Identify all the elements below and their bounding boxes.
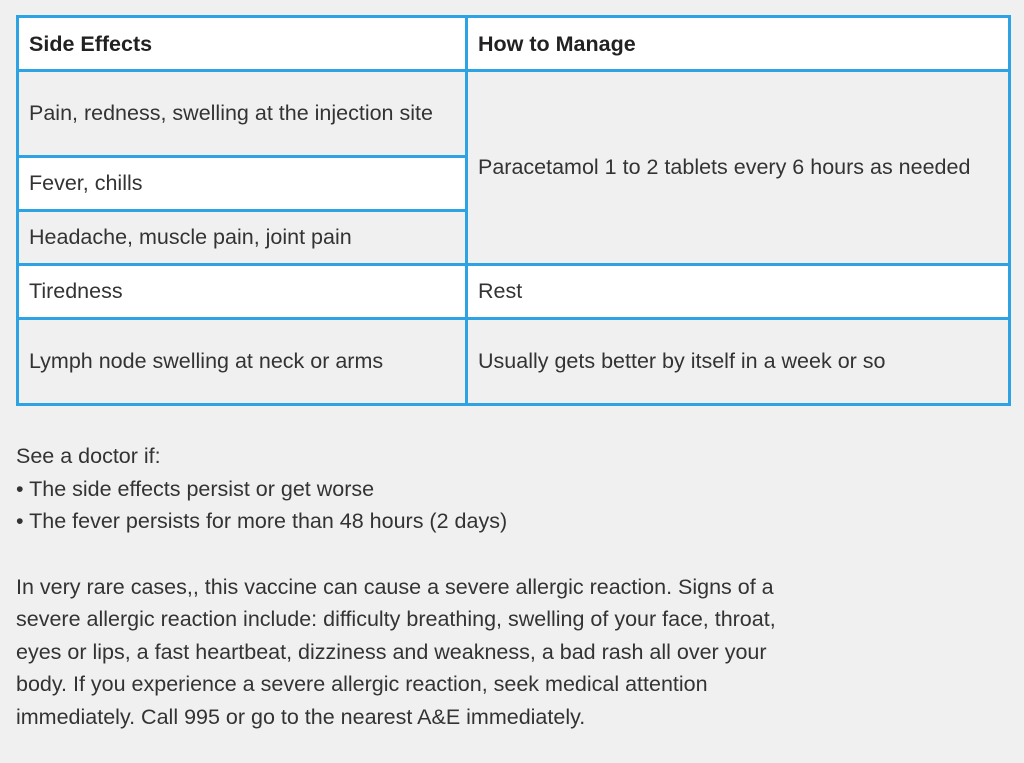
table-row [18,71,1010,157]
manage-cell: Rest [467,265,1010,319]
see-doctor-heading: See a doctor if: [16,444,161,468]
allergy-warning-paragraph: In very rare cases,, this vaccine can cause a severe allergic reaction. Signs of a severe allergic reaction include: difficulty breathing, swelling of your face, throat, eyes or lips, a fast heartbeat, dizziness and weakness, a bad rash all over your body. If you experience a severe allergic reaction, seek medical attention immediately. Call 995 or go to the nearest A&E immediately. [16,574,776,729]
header-how-to-manage: How to Manage [467,17,1010,71]
side-effects-table [16,15,1011,406]
advice-section [16,440,816,733]
bullet-item: • The side effects persist or get worse [16,476,375,501]
table-header-row [18,17,1010,71]
side-effect-cell: Pain, redness, swelling at the injection site [18,71,467,157]
side-effect-cell: Tiredness [18,265,467,319]
side-effect-cell: Headache, muscle pain, joint pain [18,211,467,265]
manage-cell: Usually gets better by itself in a week or so [467,319,1010,405]
table-row [18,265,1010,319]
header-side-effects: Side Effects [18,17,467,71]
paragraph-spacer [16,538,816,571]
manage-cell-paracetamol: Paracetamol 1 to 2 tablets every 6 hours as needed [467,71,1010,265]
side-effect-cell: Lymph node swelling at neck or arms [18,319,467,405]
table-row [18,319,1010,405]
bullet-item: • The fever persists for more than 48 hours (2 days) [16,509,508,533]
side-effect-cell: Fever, chills [18,157,467,211]
